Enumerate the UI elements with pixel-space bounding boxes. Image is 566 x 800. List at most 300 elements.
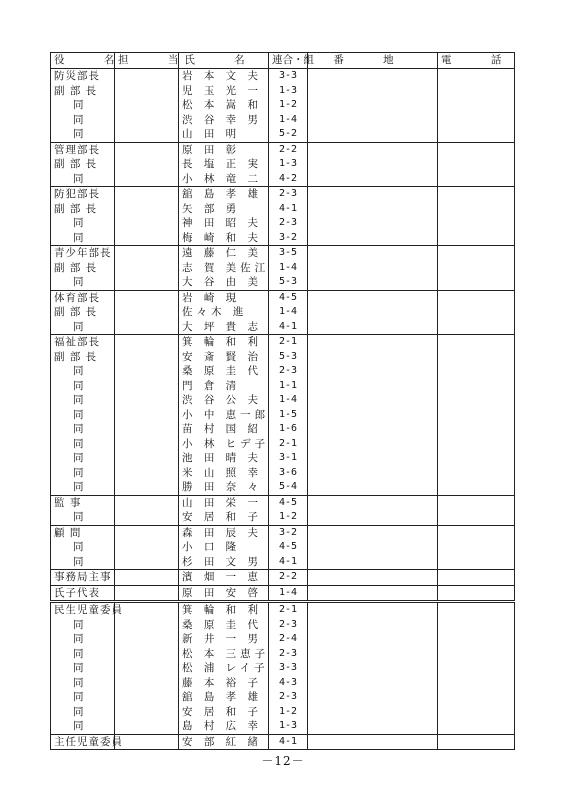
role-cell: 同 bbox=[51, 618, 115, 633]
duty-cell bbox=[115, 690, 179, 705]
duty-cell bbox=[115, 261, 179, 276]
duty-cell bbox=[115, 647, 179, 662]
duty-cell bbox=[115, 466, 179, 481]
address-cell bbox=[308, 602, 438, 618]
table-row bbox=[51, 113, 515, 128]
phone-cell bbox=[438, 69, 515, 84]
address-cell bbox=[308, 510, 438, 525]
unit-cell: 5-3 bbox=[269, 350, 308, 365]
unit-cell: 4-1 bbox=[269, 202, 308, 217]
phone-cell bbox=[438, 466, 515, 481]
name-cell: 門 倉 清 bbox=[179, 379, 269, 394]
unit-cell: 1-3 bbox=[269, 84, 308, 99]
name-cell: 原 田 彰 bbox=[179, 142, 269, 157]
phone-cell bbox=[438, 618, 515, 633]
phone-cell bbox=[438, 540, 515, 555]
unit-cell: 1-4 bbox=[269, 393, 308, 408]
table-row bbox=[51, 408, 515, 423]
table-row bbox=[51, 335, 515, 350]
address-cell bbox=[308, 113, 438, 128]
unit-cell: 2-3 bbox=[269, 647, 308, 662]
duty-cell bbox=[115, 379, 179, 394]
phone-cell bbox=[438, 275, 515, 290]
name-cell: 安 居 和 子 bbox=[179, 510, 269, 525]
unit-cell: 1-4 bbox=[269, 261, 308, 276]
phone-cell bbox=[438, 335, 515, 350]
role-cell: 同 bbox=[51, 275, 115, 290]
address-cell bbox=[308, 705, 438, 720]
header-unit: 連合・組 bbox=[269, 53, 308, 69]
role-cell: 管理部長 bbox=[51, 142, 115, 157]
table-row bbox=[51, 466, 515, 481]
name-cell: 藤 本 裕 子 bbox=[179, 676, 269, 691]
duty-cell bbox=[115, 113, 179, 128]
name-cell: 渋 谷 幸 男 bbox=[179, 113, 269, 128]
table-row bbox=[51, 98, 515, 113]
duty-cell bbox=[115, 350, 179, 365]
phone-cell bbox=[438, 570, 515, 586]
table-row bbox=[51, 647, 515, 662]
role-cell: 同 bbox=[51, 408, 115, 423]
address-cell bbox=[308, 437, 438, 452]
address-cell bbox=[308, 364, 438, 379]
table-row bbox=[51, 379, 515, 394]
phone-cell bbox=[438, 632, 515, 647]
unit-cell: 4-1 bbox=[269, 555, 308, 570]
table-row bbox=[51, 690, 515, 705]
unit-cell: 1-3 bbox=[269, 157, 308, 172]
table-row bbox=[51, 127, 515, 142]
phone-cell bbox=[438, 422, 515, 437]
table-row bbox=[51, 480, 515, 495]
name-cell: 児 玉 光 一 bbox=[179, 84, 269, 99]
name-cell: 舘 島 孝 雄 bbox=[179, 690, 269, 705]
unit-cell: 2-3 bbox=[269, 618, 308, 633]
role-cell: 同 bbox=[51, 320, 115, 335]
phone-cell bbox=[438, 602, 515, 618]
name-cell: 小 林 ヒデ子 bbox=[179, 437, 269, 452]
unit-cell: 1-4 bbox=[269, 585, 308, 602]
unit-cell: 5-3 bbox=[269, 275, 308, 290]
name-cell: 箕 輪 和 利 bbox=[179, 335, 269, 350]
table-row bbox=[51, 570, 515, 586]
role-cell: 同 bbox=[51, 647, 115, 662]
role-cell: 氏子代表 bbox=[51, 585, 115, 602]
role-cell: 同 bbox=[51, 632, 115, 647]
table-row bbox=[51, 305, 515, 320]
duty-cell bbox=[115, 676, 179, 691]
name-cell: 濱 畑 一 恵 bbox=[179, 570, 269, 586]
name-cell: 舘 島 孝 雄 bbox=[179, 187, 269, 202]
name-cell: 梅 崎 和 夫 bbox=[179, 231, 269, 246]
table-row bbox=[51, 451, 515, 466]
duty-cell bbox=[115, 480, 179, 495]
address-cell bbox=[308, 157, 438, 172]
duty-cell bbox=[115, 142, 179, 157]
name-cell: 大 坪 貴 志 bbox=[179, 320, 269, 335]
duty-cell bbox=[115, 172, 179, 187]
table-row bbox=[51, 350, 515, 365]
phone-cell bbox=[438, 495, 515, 510]
duty-cell bbox=[115, 540, 179, 555]
role-cell: 主任児童委員 bbox=[51, 734, 115, 750]
address-cell bbox=[308, 84, 438, 99]
duty-cell bbox=[115, 290, 179, 305]
duty-cell bbox=[115, 451, 179, 466]
phone-cell bbox=[438, 676, 515, 691]
table-row bbox=[51, 320, 515, 335]
name-cell: 松 本 三恵子 bbox=[179, 647, 269, 662]
table-row bbox=[51, 510, 515, 525]
name-cell: 小 中 恵一郎 bbox=[179, 408, 269, 423]
address-cell bbox=[308, 466, 438, 481]
address-cell bbox=[308, 69, 438, 84]
duty-cell bbox=[115, 364, 179, 379]
phone-cell bbox=[438, 525, 515, 540]
role-cell: 同 bbox=[51, 216, 115, 231]
name-cell: 矢 部 勇 bbox=[179, 202, 269, 217]
role-cell: 防災部長 bbox=[51, 69, 115, 84]
unit-cell: 1-6 bbox=[269, 422, 308, 437]
phone-cell bbox=[438, 480, 515, 495]
address-cell bbox=[308, 422, 438, 437]
role-cell: 同 bbox=[51, 480, 115, 495]
role-cell: 福祉部長 bbox=[51, 335, 115, 350]
table-row bbox=[51, 187, 515, 202]
address-cell bbox=[308, 676, 438, 691]
role-cell: 同 bbox=[51, 510, 115, 525]
address-cell bbox=[308, 540, 438, 555]
unit-cell: 5-2 bbox=[269, 127, 308, 142]
name-cell: 森 田 辰 夫 bbox=[179, 525, 269, 540]
table-row bbox=[51, 719, 515, 734]
phone-cell bbox=[438, 113, 515, 128]
phone-cell bbox=[438, 202, 515, 217]
table-row bbox=[51, 602, 515, 618]
name-cell: 米 山 照 幸 bbox=[179, 466, 269, 481]
role-cell: 同 bbox=[51, 451, 115, 466]
unit-cell: 4-2 bbox=[269, 172, 308, 187]
address-cell bbox=[308, 661, 438, 676]
unit-cell: 2-1 bbox=[269, 602, 308, 618]
address-cell bbox=[308, 632, 438, 647]
name-cell: 桑 原 圭 代 bbox=[179, 364, 269, 379]
table-row bbox=[51, 705, 515, 720]
name-cell: 杉 田 文 男 bbox=[179, 555, 269, 570]
table-row bbox=[51, 202, 515, 217]
phone-cell bbox=[438, 705, 515, 720]
role-cell: 同 bbox=[51, 393, 115, 408]
name-cell: 志 賀 美佐江 bbox=[179, 261, 269, 276]
address-cell bbox=[308, 202, 438, 217]
address-cell bbox=[308, 451, 438, 466]
duty-cell bbox=[115, 734, 179, 750]
unit-cell: 4-1 bbox=[269, 320, 308, 335]
unit-cell: 3-6 bbox=[269, 466, 308, 481]
table-row bbox=[51, 231, 515, 246]
phone-cell bbox=[438, 127, 515, 142]
phone-cell bbox=[438, 690, 515, 705]
unit-cell: 2-3 bbox=[269, 690, 308, 705]
unit-cell: 3-2 bbox=[269, 231, 308, 246]
phone-cell bbox=[438, 350, 515, 365]
table-row bbox=[51, 157, 515, 172]
role-cell: 副 部 長 bbox=[51, 261, 115, 276]
duty-cell bbox=[115, 157, 179, 172]
address-cell bbox=[308, 261, 438, 276]
role-cell: 青少年部長 bbox=[51, 246, 115, 261]
duty-cell bbox=[115, 84, 179, 99]
duty-cell bbox=[115, 705, 179, 720]
duty-cell bbox=[115, 127, 179, 142]
role-cell: 副 部 長 bbox=[51, 157, 115, 172]
header-role: 役 名 bbox=[51, 53, 115, 69]
role-cell: 同 bbox=[51, 231, 115, 246]
role-cell: 同 bbox=[51, 719, 115, 734]
phone-cell bbox=[438, 437, 515, 452]
unit-cell: 2-1 bbox=[269, 335, 308, 350]
unit-cell: 1-2 bbox=[269, 510, 308, 525]
role-cell: 同 bbox=[51, 127, 115, 142]
unit-cell: 2-3 bbox=[269, 216, 308, 231]
role-cell: 同 bbox=[51, 540, 115, 555]
table-row bbox=[51, 555, 515, 570]
table-row bbox=[51, 632, 515, 647]
duty-cell bbox=[115, 216, 179, 231]
duty-cell bbox=[115, 602, 179, 618]
table-row bbox=[51, 216, 515, 231]
unit-cell: 2-3 bbox=[269, 364, 308, 379]
table-row bbox=[51, 676, 515, 691]
role-cell: 同 bbox=[51, 172, 115, 187]
duty-cell bbox=[115, 510, 179, 525]
unit-cell: 5-4 bbox=[269, 480, 308, 495]
duty-cell bbox=[115, 422, 179, 437]
duty-cell bbox=[115, 320, 179, 335]
role-cell: 副 部 長 bbox=[51, 350, 115, 365]
name-cell: 安 斎 賢 治 bbox=[179, 350, 269, 365]
duty-cell bbox=[115, 275, 179, 290]
address-cell bbox=[308, 275, 438, 290]
role-cell: 同 bbox=[51, 437, 115, 452]
phone-cell bbox=[438, 585, 515, 602]
duty-cell bbox=[115, 555, 179, 570]
unit-cell: 2-1 bbox=[269, 437, 308, 452]
duty-cell bbox=[115, 98, 179, 113]
address-cell bbox=[308, 231, 438, 246]
duty-cell bbox=[115, 661, 179, 676]
unit-cell: 4-3 bbox=[269, 676, 308, 691]
name-cell: 小 林 竜 二 bbox=[179, 172, 269, 187]
phone-cell bbox=[438, 157, 515, 172]
address-cell bbox=[308, 335, 438, 350]
header-name: 氏 名 bbox=[179, 53, 269, 69]
table-row bbox=[51, 364, 515, 379]
phone-cell bbox=[438, 187, 515, 202]
unit-cell: 3-3 bbox=[269, 69, 308, 84]
header-duty: 担 当 bbox=[115, 53, 179, 69]
duty-cell bbox=[115, 187, 179, 202]
duty-cell bbox=[115, 231, 179, 246]
phone-cell bbox=[438, 290, 515, 305]
unit-cell: 2-3 bbox=[269, 187, 308, 202]
duty-cell bbox=[115, 719, 179, 734]
phone-cell bbox=[438, 734, 515, 750]
header-phone: 電 話 bbox=[438, 53, 515, 69]
role-cell: 同 bbox=[51, 364, 115, 379]
name-cell: 安 居 和 子 bbox=[179, 705, 269, 720]
phone-cell bbox=[438, 647, 515, 662]
phone-cell bbox=[438, 719, 515, 734]
table-row bbox=[51, 618, 515, 633]
address-cell bbox=[308, 408, 438, 423]
unit-cell: 3-5 bbox=[269, 246, 308, 261]
duty-cell bbox=[115, 495, 179, 510]
phone-cell bbox=[438, 510, 515, 525]
table-row bbox=[51, 290, 515, 305]
table-row bbox=[51, 84, 515, 99]
address-cell bbox=[308, 290, 438, 305]
phone-cell bbox=[438, 142, 515, 157]
name-cell: 長 塩 正 実 bbox=[179, 157, 269, 172]
duty-cell bbox=[115, 69, 179, 84]
phone-cell bbox=[438, 98, 515, 113]
table-row bbox=[51, 172, 515, 187]
unit-cell: 3-2 bbox=[269, 525, 308, 540]
role-cell: 同 bbox=[51, 705, 115, 720]
name-cell: 桑 原 圭 代 bbox=[179, 618, 269, 633]
address-cell bbox=[308, 393, 438, 408]
unit-cell: 1-4 bbox=[269, 305, 308, 320]
address-cell bbox=[308, 570, 438, 586]
phone-cell bbox=[438, 172, 515, 187]
name-cell: 松 本 嵩 和 bbox=[179, 98, 269, 113]
role-cell: 事務局主事 bbox=[51, 570, 115, 586]
role-cell: 同 bbox=[51, 466, 115, 481]
role-cell: 同 bbox=[51, 379, 115, 394]
address-cell bbox=[308, 305, 438, 320]
phone-cell bbox=[438, 320, 515, 335]
phone-cell bbox=[438, 84, 515, 99]
table-row bbox=[51, 422, 515, 437]
address-cell bbox=[308, 647, 438, 662]
unit-cell: 1-1 bbox=[269, 379, 308, 394]
address-cell bbox=[308, 172, 438, 187]
duty-cell bbox=[115, 437, 179, 452]
table-row bbox=[51, 69, 515, 84]
name-cell: 安 部 紅 緒 bbox=[179, 734, 269, 750]
address-cell bbox=[308, 246, 438, 261]
address-cell bbox=[308, 719, 438, 734]
name-cell: 箕 輪 和 利 bbox=[179, 602, 269, 618]
role-cell: 同 bbox=[51, 690, 115, 705]
phone-cell bbox=[438, 661, 515, 676]
unit-cell: 1-5 bbox=[269, 408, 308, 423]
table-row bbox=[51, 142, 515, 157]
role-cell: 同 bbox=[51, 422, 115, 437]
phone-cell bbox=[438, 231, 515, 246]
table-row bbox=[51, 585, 515, 602]
unit-cell: 2-4 bbox=[269, 632, 308, 647]
address-cell bbox=[308, 555, 438, 570]
address-cell bbox=[308, 480, 438, 495]
table-row bbox=[51, 261, 515, 276]
name-cell: 苗 村 国 紹 bbox=[179, 422, 269, 437]
role-cell: 同 bbox=[51, 661, 115, 676]
name-cell: 新 井 一 男 bbox=[179, 632, 269, 647]
phone-cell bbox=[438, 305, 515, 320]
table-row bbox=[51, 437, 515, 452]
role-cell: 顧 問 bbox=[51, 525, 115, 540]
phone-cell bbox=[438, 364, 515, 379]
unit-cell: 4-5 bbox=[269, 495, 308, 510]
name-cell: 小 口 隆 bbox=[179, 540, 269, 555]
address-cell bbox=[308, 320, 438, 335]
address-cell bbox=[308, 98, 438, 113]
duty-cell bbox=[115, 525, 179, 540]
table-row bbox=[51, 495, 515, 510]
header-address: 番 地 bbox=[308, 53, 438, 69]
table-row bbox=[51, 734, 515, 750]
name-cell: 岩 本 文 夫 bbox=[179, 69, 269, 84]
name-cell: 山 田 栄 一 bbox=[179, 495, 269, 510]
header-row bbox=[51, 53, 515, 69]
officer-roster-table bbox=[50, 52, 520, 750]
unit-cell: 2-2 bbox=[269, 570, 308, 586]
duty-cell bbox=[115, 585, 179, 602]
address-cell bbox=[308, 690, 438, 705]
phone-cell bbox=[438, 451, 515, 466]
address-cell bbox=[308, 142, 438, 157]
role-cell: 副 部 長 bbox=[51, 202, 115, 217]
address-cell bbox=[308, 618, 438, 633]
unit-cell: 3-3 bbox=[269, 661, 308, 676]
name-cell: 佐々木 進 bbox=[179, 305, 269, 320]
address-cell bbox=[308, 734, 438, 750]
duty-cell bbox=[115, 618, 179, 633]
name-cell: 岩 崎 現 bbox=[179, 290, 269, 305]
name-cell: 大 谷 由 美 bbox=[179, 275, 269, 290]
name-cell: 勝 田 奈 々 bbox=[179, 480, 269, 495]
unit-cell: 1-3 bbox=[269, 719, 308, 734]
role-cell: 同 bbox=[51, 98, 115, 113]
duty-cell bbox=[115, 305, 179, 320]
unit-cell: 4-1 bbox=[269, 734, 308, 750]
address-cell bbox=[308, 525, 438, 540]
duty-cell bbox=[115, 246, 179, 261]
duty-cell bbox=[115, 393, 179, 408]
role-cell: 体育部長 bbox=[51, 290, 115, 305]
name-cell: 松 浦 レイ子 bbox=[179, 661, 269, 676]
roster-body bbox=[51, 69, 515, 750]
table-row bbox=[51, 525, 515, 540]
unit-cell: 1-2 bbox=[269, 98, 308, 113]
name-cell: 山 田 明 bbox=[179, 127, 269, 142]
table-row bbox=[51, 540, 515, 555]
page-number: －12－ bbox=[261, 754, 305, 768]
name-cell: 渋 谷 公 夫 bbox=[179, 393, 269, 408]
address-cell bbox=[308, 187, 438, 202]
phone-cell bbox=[438, 261, 515, 276]
unit-cell: 4-5 bbox=[269, 540, 308, 555]
duty-cell bbox=[115, 632, 179, 647]
table-row bbox=[51, 393, 515, 408]
phone-cell bbox=[438, 555, 515, 570]
role-cell: 同 bbox=[51, 555, 115, 570]
address-cell bbox=[308, 379, 438, 394]
address-cell bbox=[308, 127, 438, 142]
unit-cell: 1-2 bbox=[269, 705, 308, 720]
